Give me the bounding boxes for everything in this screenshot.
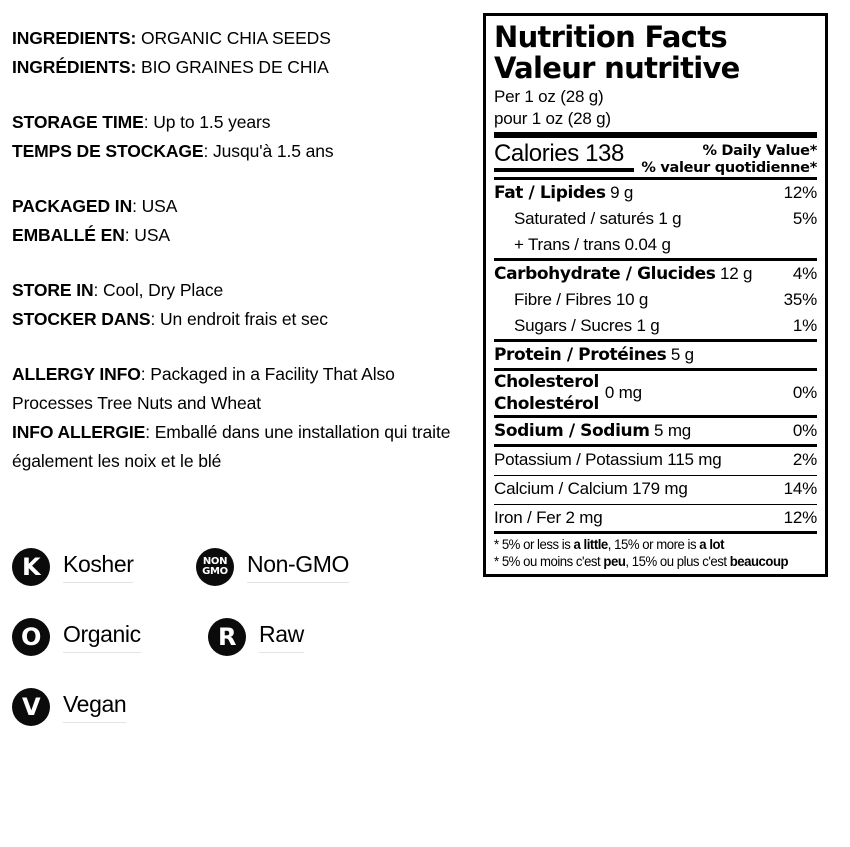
footnote-en-a: * 5% or less is	[494, 536, 574, 552]
nutrient-name-saturated: Saturated / saturés 1 g	[514, 209, 682, 228]
nutrient-row-carbohydrate	[494, 261, 817, 287]
nutrient-name-cholesterol-en: Cholesterol	[494, 372, 599, 392]
certification-badges	[12, 548, 452, 752]
nutrient-name-iron: Iron / Fer 2 mg	[494, 508, 603, 527]
footnote-en-b: a little	[573, 536, 608, 552]
info-value: : Cool, Dry Place	[93, 280, 224, 300]
info-line	[12, 192, 470, 221]
nutrient-row-sodium	[494, 418, 817, 444]
non-gmo-icon	[196, 548, 234, 586]
info-line	[12, 305, 470, 334]
badge-underline	[63, 652, 141, 653]
info-label: ALLERGY INFO	[12, 364, 141, 384]
info-value: : Up to 1.5 years	[143, 112, 271, 132]
info-label: INGREDIENTS:	[12, 28, 137, 48]
non-gmo-icon-top: NON	[202, 556, 228, 567]
badge-label-organic: Organic	[63, 621, 141, 647]
info-label: TEMPS DE STOCKAGE	[12, 141, 204, 161]
nutrient-dv-saturated: 5%	[792, 209, 817, 228]
badge-row	[12, 618, 452, 682]
nutrient-name-carbohydrate: Carbohydrate / Glucides	[494, 264, 716, 284]
nutrient-row-cholesterol	[494, 371, 817, 415]
badge-label-vegan: Vegan	[63, 691, 127, 717]
badge-underline	[63, 722, 126, 723]
info-block-packaged-in	[12, 192, 470, 250]
info-line	[12, 221, 470, 250]
non-gmo-icon-bottom: GMO	[202, 566, 228, 577]
nutrient-dv-cholesterol: 0%	[792, 383, 817, 402]
info-label: EMBALLÉ EN	[12, 225, 125, 245]
nutrient-row-fibre	[494, 287, 817, 313]
badge-row	[12, 548, 452, 612]
vegan-icon: V	[12, 688, 50, 726]
serving-size-fr: pour 1 oz (28 g)	[494, 109, 611, 128]
kosher-icon: K	[12, 548, 50, 586]
info-line	[12, 24, 470, 53]
info-line	[12, 53, 470, 82]
nutrition-title-fr: Valeur nutritive	[494, 51, 740, 85]
nutrient-row-saturated	[494, 206, 817, 232]
nutrient-dv-fat: 12%	[783, 183, 817, 202]
calories-label: Calories 138	[494, 140, 634, 172]
footnote-en	[494, 536, 816, 553]
badge-label-kosher: Kosher	[63, 551, 134, 577]
nutrient-dv-carbohydrate: 4%	[792, 264, 817, 283]
nutrient-amount-carbohydrate: 12 g	[715, 264, 753, 283]
nutrition-title-en: Nutrition Facts	[494, 20, 727, 54]
badge-kosher	[12, 548, 133, 586]
info-line	[12, 137, 470, 166]
info-block-storage-time	[12, 108, 470, 166]
nutrient-name-calcium: Calcium / Calcium 179 mg	[494, 479, 688, 498]
badge-vegan	[12, 688, 126, 726]
info-line	[12, 360, 470, 418]
info-value: : Packaged in a Facility That Also Processes Tree Nuts and Wheat	[12, 364, 395, 413]
info-value: : USA	[132, 196, 178, 216]
badge-label-wrap	[63, 549, 133, 585]
info-line	[12, 108, 470, 137]
footnote-fr-c: , 15% ou plus c'est	[625, 553, 730, 569]
nutrient-row-sugars	[494, 313, 817, 339]
info-label: STORAGE TIME	[12, 112, 144, 132]
badge-label-non-gmo: Non-GMO	[247, 551, 349, 577]
nutrient-amount-sodium: 5 mg	[649, 421, 692, 440]
nutrient-name-potassium: Potassium / Potassium 115 mg	[494, 450, 722, 469]
daily-value-header	[634, 140, 817, 177]
badge-label-wrap	[259, 619, 304, 655]
daily-value-en: % Daily Value*	[702, 143, 817, 159]
nutrient-name-cholesterol-fr: Cholestérol	[494, 394, 599, 414]
nutrient-name-trans: + Trans / trans 0.04 g	[514, 235, 671, 254]
organic-icon: O	[12, 618, 50, 656]
badge-underline	[63, 582, 133, 583]
nutrient-row-trans	[494, 232, 817, 258]
info-value: : Emballé dans une installation qui traite également les noix et le blé	[12, 422, 451, 471]
badge-row	[12, 688, 452, 752]
nutrient-name-sodium: Sodium / Sodium	[494, 421, 650, 441]
footnote-en-c: , 15% or more is	[607, 536, 700, 552]
info-value: : USA	[124, 225, 170, 245]
footnote-fr-b: peu	[603, 553, 626, 569]
info-line	[12, 418, 470, 476]
footnote-fr-d: beaucoup	[729, 553, 789, 569]
info-label: PACKAGED IN	[12, 196, 133, 216]
nutrient-row-fat	[494, 180, 817, 206]
info-block-ingredients	[12, 24, 470, 82]
footnote	[494, 534, 816, 574]
nutrition-facts-panel	[483, 13, 828, 577]
raw-icon: R	[208, 618, 246, 656]
nutrient-amount-fat: 9 g	[605, 183, 634, 202]
nutrient-dv-sugars: 1%	[792, 316, 817, 335]
info-line	[12, 276, 470, 305]
nutrient-row-calcium	[494, 476, 817, 502]
badge-raw	[208, 618, 304, 656]
footnote-fr	[494, 553, 816, 570]
info-value: ORGANIC CHIA SEEDS	[136, 28, 331, 48]
footnote-fr-a: * 5% ou moins c'est	[494, 553, 604, 569]
info-block-allergy-info	[12, 360, 470, 476]
badge-underline	[259, 652, 304, 653]
nutrient-dv-calcium: 14%	[783, 479, 817, 498]
nutrient-name-protein: Protein / Protéines	[494, 345, 667, 365]
nutrient-name-fibre: Fibre / Fibres 10 g	[514, 290, 649, 309]
calories-row	[494, 138, 817, 177]
badge-label-wrap	[247, 549, 349, 585]
badge-label-wrap	[63, 619, 141, 655]
nutrient-row-protein	[494, 342, 817, 368]
info-label: INFO ALLERGIE	[12, 422, 146, 442]
daily-value-fr: % valeur quotidienne*	[641, 160, 817, 176]
nutrient-amount-protein: 5 g	[666, 345, 694, 364]
info-value: : Jusqu'à 1.5 ans	[203, 141, 334, 161]
badge-label-raw: Raw	[259, 621, 304, 647]
info-block-store-in	[12, 276, 470, 334]
info-label: STORE IN	[12, 280, 94, 300]
badge-non-gmo	[196, 548, 349, 586]
serving-size-en: Per 1 oz (28 g)	[494, 87, 604, 106]
nutrient-row-iron	[494, 505, 817, 531]
product-info-column	[12, 24, 470, 476]
nutrient-row-potassium	[494, 447, 817, 473]
badge-label-wrap	[63, 689, 126, 725]
nutrient-dv-fibre: 35%	[783, 290, 817, 309]
info-value: BIO GRAINES DE CHIA	[136, 57, 329, 77]
nutrient-dv-iron: 12%	[783, 508, 817, 527]
nutrient-dv-sodium: 0%	[792, 421, 817, 440]
info-label: INGRÉDIENTS:	[12, 57, 137, 77]
nutrient-amount-cholesterol: 0 mg	[604, 383, 642, 402]
nutrient-dv-potassium: 2%	[792, 450, 817, 469]
nutrient-name-sugars: Sugars / Sucres 1 g	[514, 316, 660, 335]
badge-organic	[12, 618, 141, 656]
badge-underline	[247, 582, 349, 583]
info-value: : Un endroit frais et sec	[150, 309, 328, 329]
footnote-en-d: a lot	[699, 536, 724, 552]
info-label: STOCKER DANS	[12, 309, 151, 329]
nutrient-name-fat: Fat / Lipides	[494, 183, 606, 203]
